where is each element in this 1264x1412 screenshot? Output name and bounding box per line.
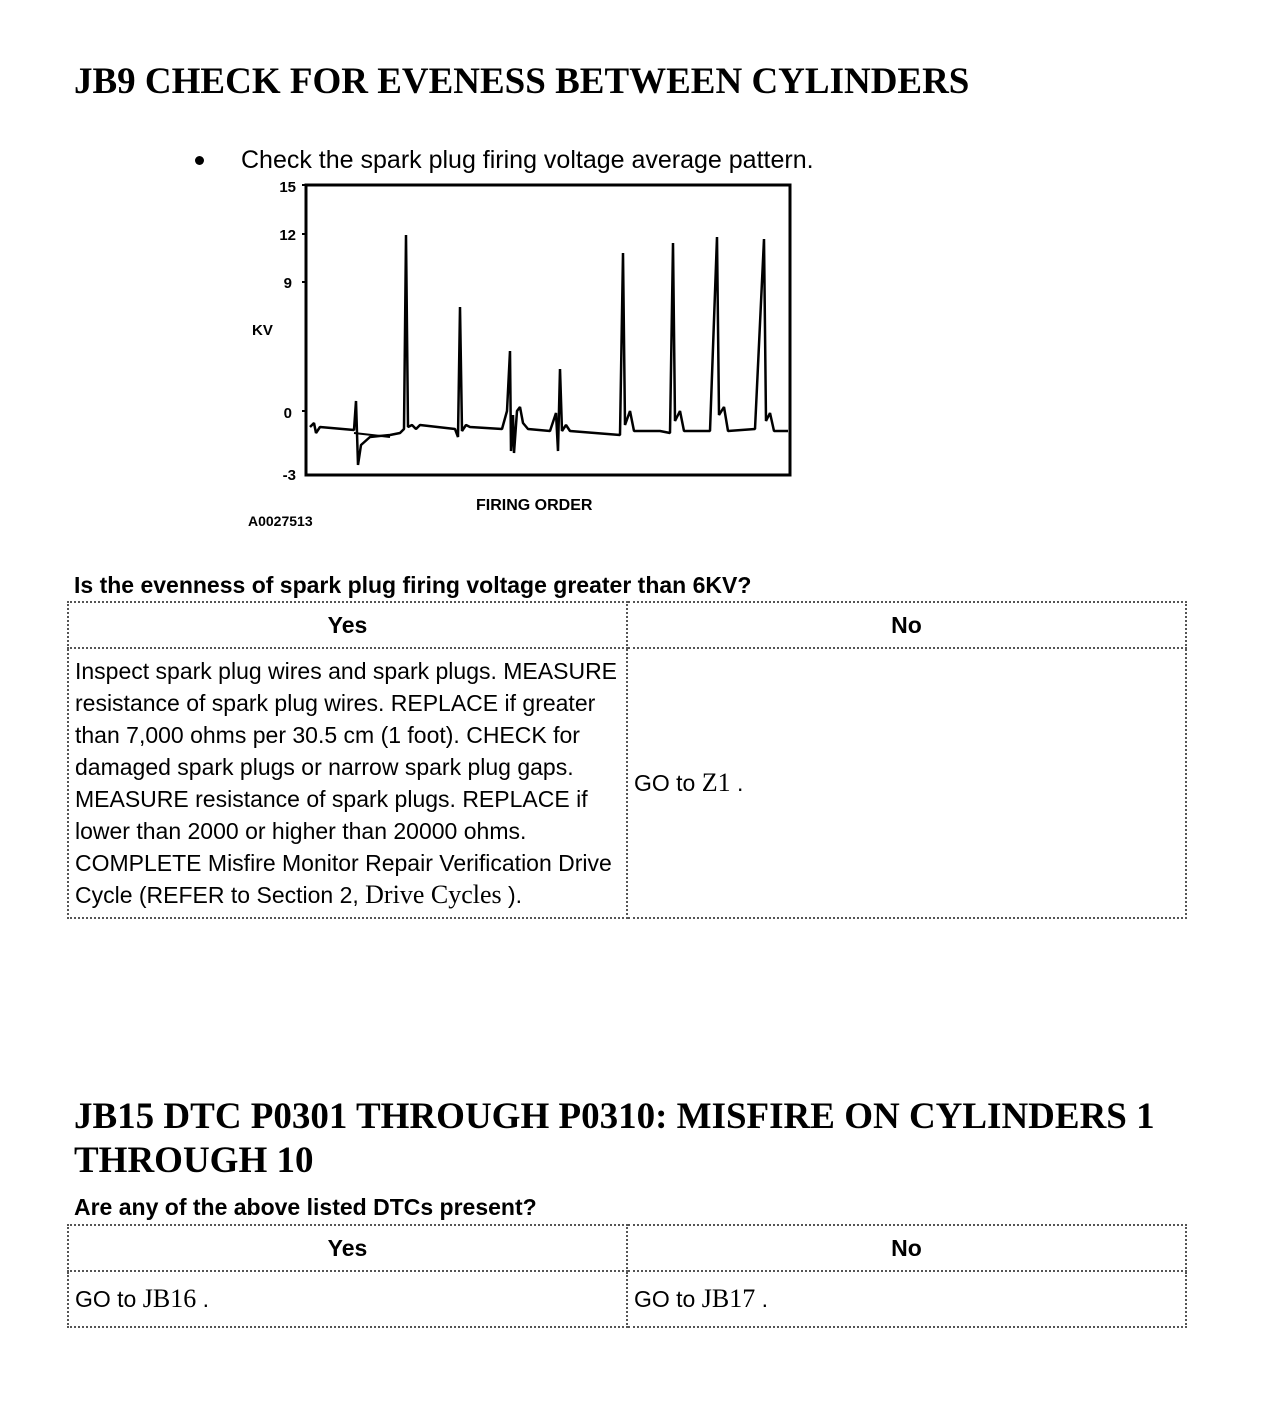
yes-header: Yes	[68, 1225, 627, 1271]
jb17-link[interactable]: JB17	[701, 1284, 756, 1313]
question-jb9: Is the evenness of spark plug firing voltage greater than 6KV?	[74, 572, 752, 598]
bullet-text: Check the spark plug firing voltage average pattern.	[241, 146, 814, 174]
z1-link[interactable]: Z1	[701, 768, 731, 797]
y-axis-label: KV	[252, 322, 273, 339]
section-title-jb15: JB15 DTC P0301 THROUGH P0310: MISFIRE ON CYLINDERS 1 THROUGH 10	[74, 1096, 1155, 1181]
no-suffix: .	[737, 770, 744, 796]
jb16-link[interactable]: JB16	[142, 1284, 197, 1313]
yes-prefix: GO to	[75, 1286, 137, 1312]
no-header: No	[627, 602, 1186, 648]
bullet-icon	[195, 156, 204, 165]
no-cell	[627, 648, 1186, 918]
x-axis-label: FIRING ORDER	[476, 497, 593, 514]
no-header: No	[627, 1225, 1186, 1271]
question-jb15: Are any of the above listed DTCs present?	[74, 1194, 537, 1220]
yes-suffix: ).	[508, 882, 523, 908]
y-tick-label: 9	[283, 275, 292, 292]
section-title-jb9: JB9 CHECK FOR EVENESS BETWEEN CYLINDERS	[74, 61, 970, 102]
decision-table-jb9	[67, 601, 1187, 919]
y-tick-label: -3	[282, 467, 296, 484]
yes-suffix: .	[202, 1286, 209, 1312]
no-suffix: .	[761, 1286, 768, 1312]
no-cell	[627, 1271, 1186, 1327]
y-tick-label: 12	[279, 227, 296, 244]
no-prefix: GO to	[634, 1286, 696, 1312]
y-tick-label: 0	[283, 405, 292, 422]
yes-header: Yes	[68, 602, 627, 648]
yes-cell	[68, 648, 627, 918]
waveform-trace	[310, 235, 788, 465]
y-tick-label: 15	[279, 179, 296, 196]
drive-cycles-link[interactable]: Drive Cycles	[365, 880, 502, 909]
decision-table-jb15	[67, 1224, 1187, 1328]
yes-instructions: Inspect spark plug wires and spark plugs. MEASURE resistance of spark plug wires. REPLACE if greater than 7,000 ohms per 30.5 cm (1 foot). CHECK for damaged spark plugs or narrow spark plug gaps. MEASURE resistance of spark plugs. REPLACE if lower than 2000 or higher than 20000 ohms. COMPLETE Misfire Monitor Repair Verification Drive Cycle (REFER to Section 2,	[75, 658, 618, 908]
figure-id: A0027513	[248, 513, 313, 529]
firing-voltage-figure	[240, 175, 840, 535]
no-prefix: GO to	[634, 770, 696, 796]
yes-cell	[68, 1271, 627, 1327]
